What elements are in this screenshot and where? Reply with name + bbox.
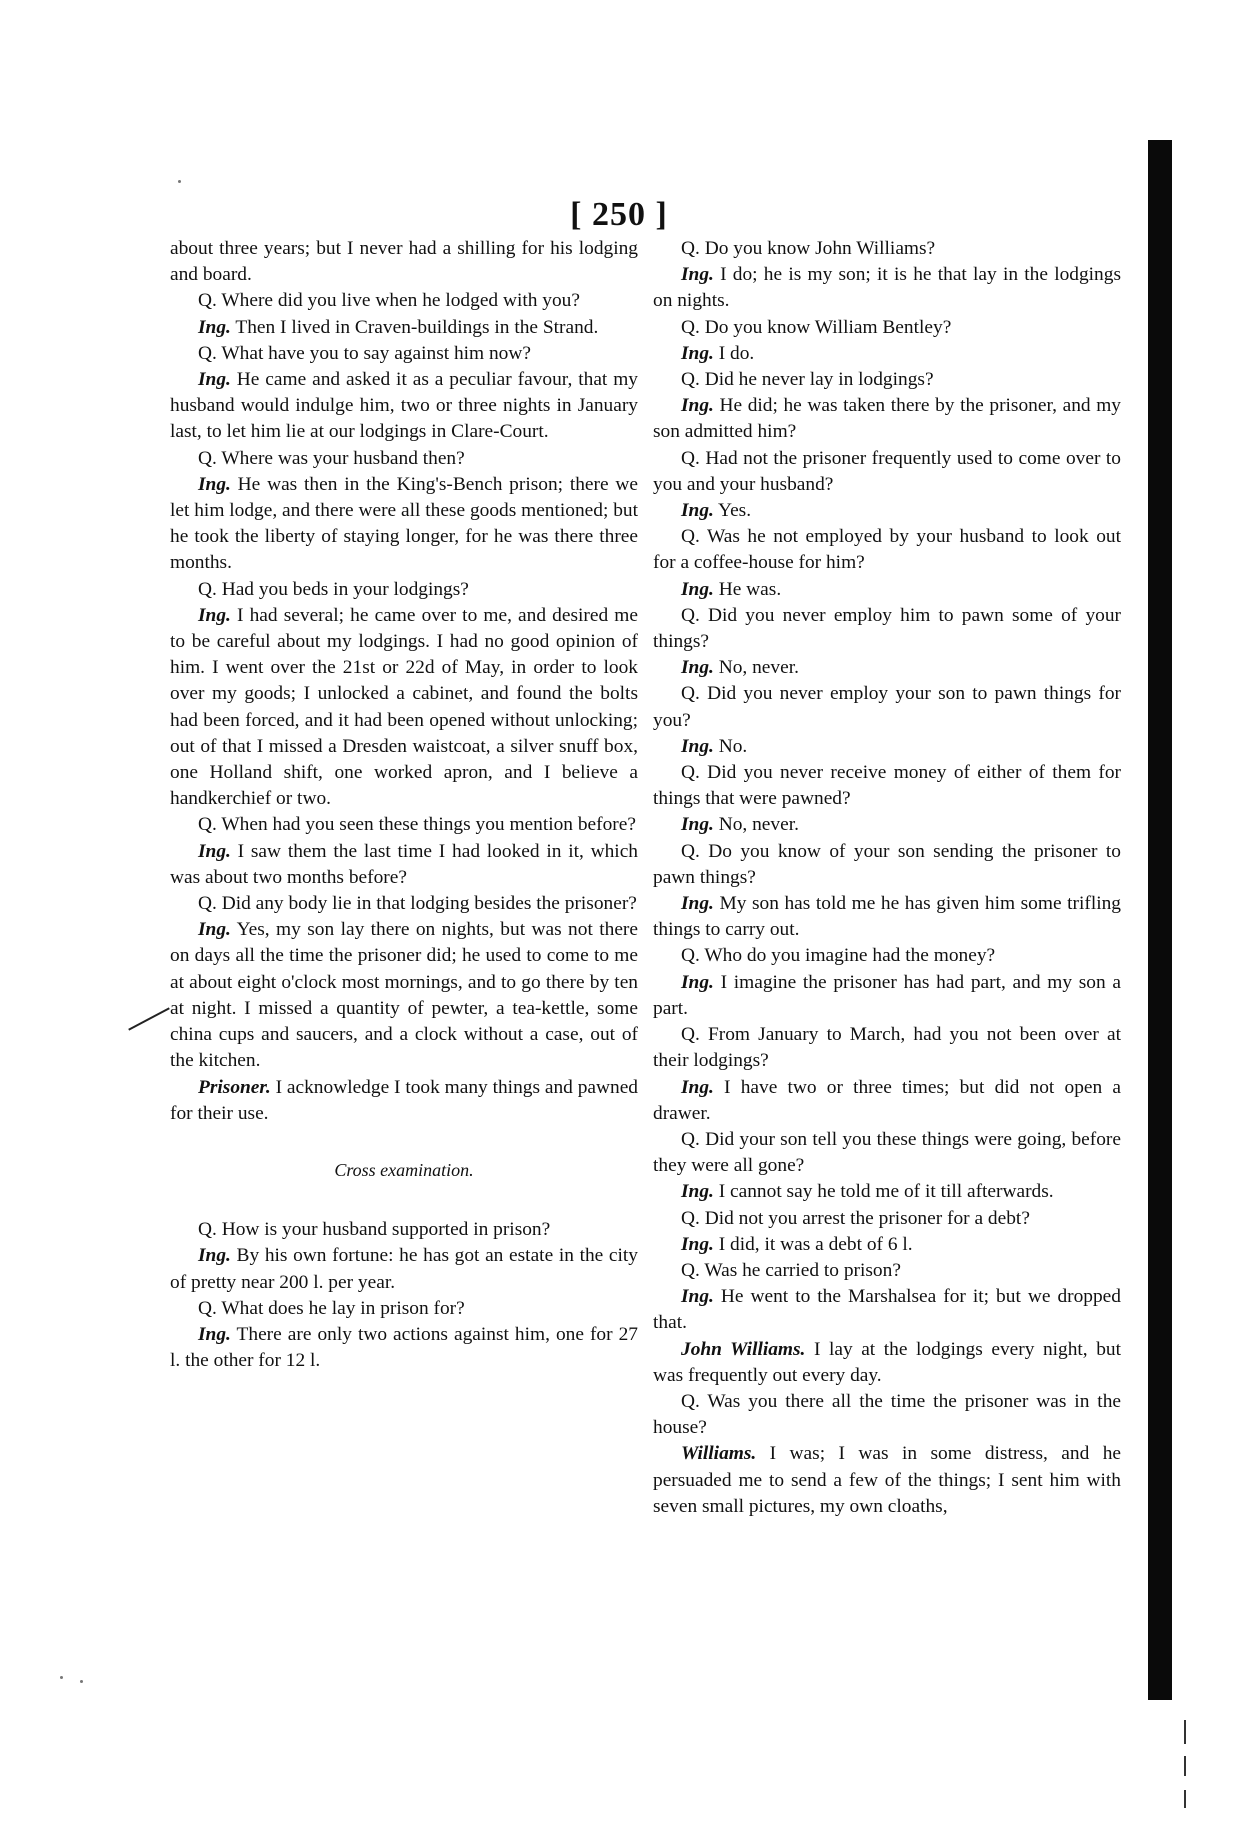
- paragraph-text: Q. Had not the prisoner frequently used to come over to you and your husband?: [653, 447, 1121, 495]
- speaker-label: Ing.: [681, 342, 714, 364]
- paragraph-text: No.: [713, 735, 748, 757]
- paragraph-text: No, never.: [713, 657, 799, 679]
- paragraph: [170, 1217, 638, 1243]
- paragraph-text: I acknowledge I took many things and pawned for their use.: [170, 1076, 638, 1124]
- paragraph: [170, 603, 638, 813]
- section-heading: Cross examination.: [334, 1159, 474, 1180]
- paragraph: [653, 367, 1121, 393]
- paragraph-text: Q. Did you never employ your son to pawn things for you?: [653, 683, 1121, 731]
- speaker-label: Ing.: [198, 473, 231, 495]
- paragraph: [653, 603, 1121, 655]
- paragraph-text: Yes, my son lay there on nights, but was not there on days all the time the prisoner did; he used to come to me at about eight o'clock most mornings, and to go there by ten at night. I missed a quantity of pewter, a tea-kettle, some china cups and saucers, and a clock without a case, out of the kitchen.: [170, 919, 638, 1072]
- paragraph: [170, 315, 638, 341]
- paragraph-text: Q. Did he never lay in lodgings?: [681, 369, 934, 391]
- speaker-label: Ing.: [198, 316, 231, 338]
- paragraph: [653, 446, 1121, 498]
- paragraph-text: He was.: [713, 578, 782, 600]
- paragraph-text: Q. What have you to say against him now?: [198, 342, 531, 364]
- paragraph-text: I cannot say he told me of it till afterwards.: [713, 1181, 1054, 1203]
- page-edge-shadow: [1148, 140, 1172, 1700]
- paragraph: [170, 446, 638, 472]
- paragraph: [170, 341, 638, 367]
- speaker-label: Ing.: [198, 1245, 231, 1267]
- margin-tick: [1184, 1720, 1186, 1744]
- paragraph-text: I had several; he came over to me, and desired me to be careful about my lodgings. I had no good opinion of him. I went over the 21st or 22d of May, in order to look over my goods; I unlocked a cabinet, and found the bolts had been forced, and it had been opened without unlocking; out of that I missed a Dresden waistcoat, a silver snuff box, one Holland shift, one worked apron, and I believe a handkerchief or two.: [170, 604, 638, 810]
- speaker-label: Ing.: [198, 604, 231, 626]
- margin-tick: [1184, 1756, 1186, 1776]
- paragraph: [653, 1022, 1121, 1074]
- paragraph: [653, 760, 1121, 812]
- paragraph: [653, 577, 1121, 603]
- paragraph: [653, 1337, 1121, 1389]
- paragraph-text: He came and asked it as a peculiar favour, that my husband would indulge him, two or three nights in January last, to let him lie at our lodgings in Clare-Court.: [170, 369, 638, 443]
- paragraph: [653, 236, 1121, 262]
- paragraph: [653, 262, 1121, 314]
- paragraph: [170, 1075, 638, 1127]
- speaker-label: John Williams.: [681, 1338, 806, 1360]
- speaker-label: Ing.: [681, 1181, 714, 1203]
- paragraph-text: Q. From January to March, had you not been over at their lodgings?: [653, 1024, 1121, 1072]
- margin-speck: [178, 180, 181, 183]
- paragraph-text: Q. When had you seen these things you mention before?: [198, 814, 636, 836]
- paragraph: [653, 524, 1121, 576]
- paragraph: [653, 891, 1121, 943]
- paragraph: [653, 498, 1121, 524]
- paragraph: [170, 917, 638, 1074]
- paragraph: [170, 577, 638, 603]
- paragraph: [170, 1243, 638, 1295]
- speaker-label: Ing.: [681, 578, 714, 600]
- paragraph-text: Q. Do you know of your son sending the prisoner to pawn things?: [653, 840, 1121, 888]
- paragraph: [653, 734, 1121, 760]
- paragraph-text: Q. Did any body lie in that lodging besides the prisoner?: [198, 893, 637, 915]
- speaker-label: Ing.: [198, 1323, 231, 1345]
- paragraph: [170, 288, 638, 314]
- paragraph-text: I was; I was in some distress, and he persuaded me to send a few of the things; I sent him with seven small pictures, my own cloaths,: [653, 1443, 1121, 1517]
- paragraph-text: Q. Who do you imagine had the money?: [681, 945, 996, 967]
- paragraph: [653, 393, 1121, 445]
- paragraph: [653, 1232, 1121, 1258]
- paragraph-text: Q. Had you beds in your lodgings?: [198, 578, 469, 600]
- paragraph: [653, 1179, 1121, 1205]
- speaker-label: Ing.: [681, 893, 714, 915]
- speaker-label: Ing.: [198, 840, 231, 862]
- paragraph: [170, 1322, 638, 1374]
- paragraph: [653, 943, 1121, 969]
- speaker-label: Prisoner.: [198, 1076, 271, 1098]
- paragraph-text: Then I lived in Craven-buildings in the Strand.: [230, 316, 599, 338]
- paragraph-text: Q. Do you know William Bentley?: [681, 316, 952, 338]
- paragraph: [653, 1127, 1121, 1179]
- speaker-label: Ing.: [681, 657, 714, 679]
- speaker-label: Ing.: [681, 500, 714, 522]
- paragraph-text: No, never.: [713, 814, 799, 836]
- paragraph-text: Q. Was he carried to prison?: [681, 1259, 901, 1281]
- paragraph-text: Q. Was he not employed by your husband to look out for a coffee-house for him?: [653, 526, 1121, 574]
- paragraph-text: Q. Where was your husband then?: [198, 447, 465, 469]
- margin-tick: [1184, 1790, 1186, 1808]
- paragraph: [170, 891, 638, 917]
- paragraph-text: I lay at the lodgings every night, but was frequently out every day.: [653, 1338, 1121, 1386]
- paragraph-text: Q. What does he lay in prison for?: [198, 1297, 465, 1319]
- speaker-label: Ing.: [681, 971, 714, 993]
- paragraph: [653, 315, 1121, 341]
- speaker-label: Ing.: [681, 1076, 714, 1098]
- paragraph: [170, 839, 638, 891]
- speaker-label: Ing.: [681, 814, 714, 836]
- paragraph-text: I saw them the last time I had looked in it, which was about two months before?: [170, 840, 638, 888]
- paragraph-text: He was then in the King's-Bench prison; there we let him lodge, and there were all these goods mentioned; but he took the liberty of staying longer, for he was there three months.: [170, 473, 638, 574]
- paragraph-text: By his own fortune: he has got an estate in the city of pretty near 200 l. per year.: [170, 1245, 638, 1293]
- margin-speck: [60, 1676, 63, 1679]
- paragraph-text: Q. Did your son tell you these things were going, before they were all gone?: [653, 1128, 1121, 1177]
- paragraph-text: Q. Was you there all the time the prisoner was in the house?: [653, 1390, 1121, 1439]
- paragraph-text: Q. Did not you arrest the prisoner for a debt?: [681, 1207, 1030, 1229]
- paragraph: [653, 1284, 1121, 1336]
- speaker-label: Ing.: [681, 264, 714, 286]
- paragraph: [170, 472, 638, 577]
- left-column: [170, 236, 638, 1374]
- paragraph: [653, 812, 1121, 838]
- paragraph: [653, 1075, 1121, 1127]
- paragraph-text: Q. Did you never employ him to pawn some of your things?: [653, 604, 1121, 653]
- paragraph-text: There are only two actions against him, one for 27 l. the other for 12 l.: [170, 1323, 638, 1372]
- page-number: [ 250 ]: [570, 196, 668, 233]
- paragraph-text: He went to the Marshalsea for it; but we dropped that.: [653, 1286, 1121, 1334]
- paragraph: [653, 341, 1121, 367]
- paragraph-text: Q. Where did you live when he lodged with you?: [198, 290, 580, 312]
- speaker-label: Ing.: [681, 735, 714, 757]
- right-column: [653, 236, 1121, 1520]
- paragraph-text: I do; he is my son; it is he that lay in the lodgings on nights.: [653, 264, 1121, 312]
- paragraph: [653, 1206, 1121, 1232]
- paragraph-text: My son has told me he has given him some trifling things to carry out.: [653, 893, 1121, 941]
- speaker-label: Ing.: [198, 369, 231, 391]
- paragraph: [653, 1389, 1121, 1441]
- paragraph-text: I have two or three times; but did not open a drawer.: [653, 1076, 1121, 1124]
- paragraph-text: Q. Do you know John Williams?: [681, 238, 936, 259]
- paragraph-text: about three years; but I never had a shilling for his lodging and board.: [170, 238, 638, 286]
- margin-pen-mark: [128, 1007, 170, 1030]
- paragraph: [170, 367, 638, 446]
- speaker-label: Ing.: [681, 1286, 714, 1308]
- paragraph: [170, 236, 638, 288]
- paragraph-text: I did, it was a debt of 6 l.: [713, 1233, 913, 1255]
- speaker-label: Ing.: [198, 919, 231, 941]
- paragraph-text: Yes.: [713, 500, 752, 522]
- paragraph: [653, 839, 1121, 891]
- paragraph-text: I do.: [713, 342, 755, 364]
- paragraph: [653, 1441, 1121, 1520]
- paragraph: [653, 655, 1121, 681]
- paragraph: [170, 812, 638, 838]
- speaker-label: Ing.: [681, 395, 714, 417]
- paragraph-text: I imagine the prisoner has had part, and my son a part.: [653, 971, 1121, 1019]
- paragraph: [653, 970, 1121, 1022]
- paragraph: [653, 1258, 1121, 1284]
- paragraph-text: Q. Did you never receive money of either of them for things that were pawned?: [653, 762, 1121, 810]
- paragraph-text: He did; he was taken there by the prisoner, and my son admitted him?: [653, 395, 1121, 443]
- paragraph: [653, 681, 1121, 733]
- paragraph-text: Q. How is your husband supported in prison?: [198, 1219, 551, 1241]
- paragraph: [170, 1296, 638, 1322]
- margin-speck: [80, 1680, 83, 1683]
- speaker-label: Williams.: [681, 1443, 757, 1465]
- speaker-label: Ing.: [681, 1233, 714, 1255]
